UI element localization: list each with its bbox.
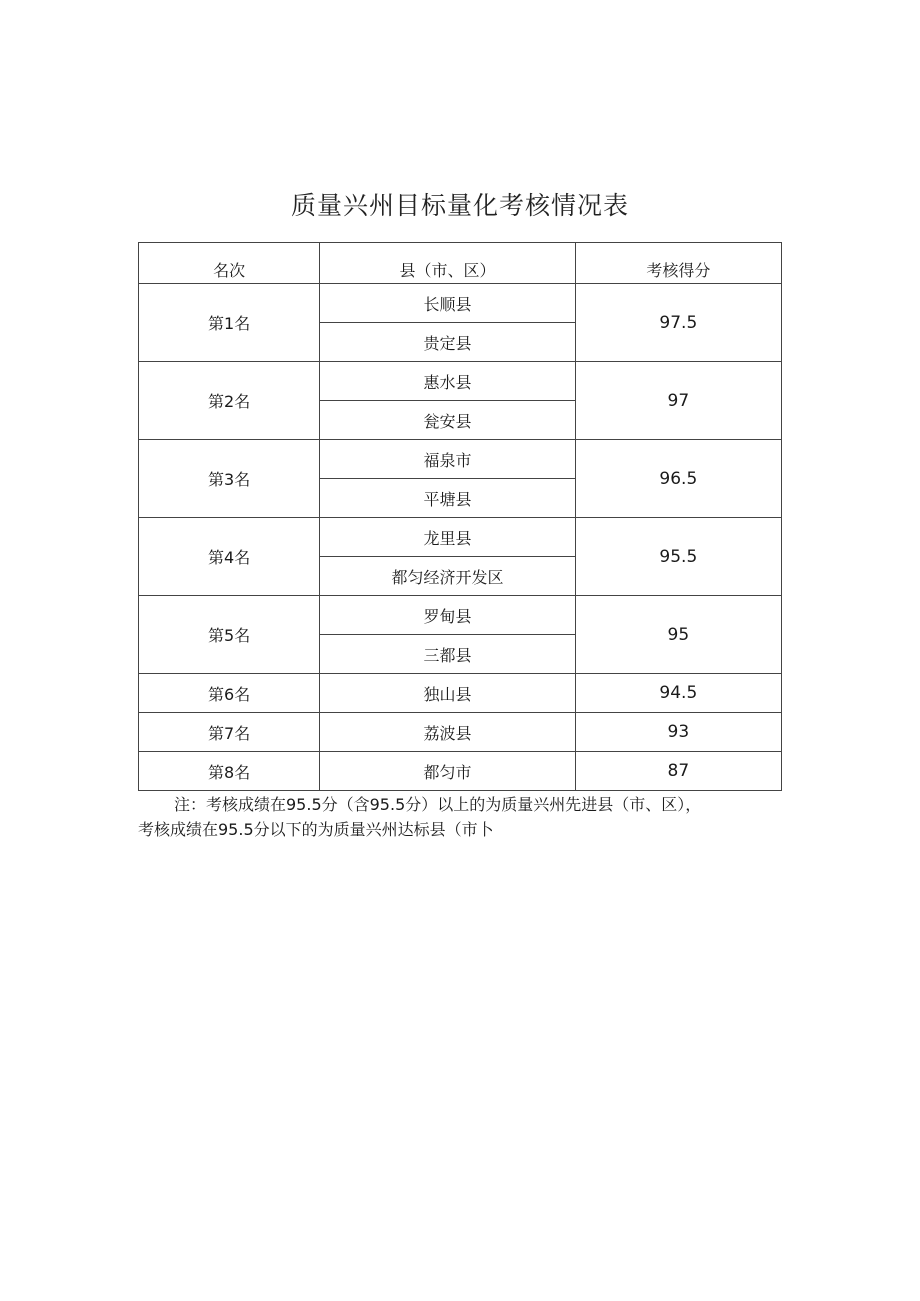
county-cell: 荔波县	[320, 713, 575, 752]
table-row	[139, 752, 782, 791]
ranking-table	[138, 242, 782, 791]
table-row	[139, 713, 782, 752]
footnote-line-1: 注：考核成绩在95.5分（含95.5分）以上的为质量兴州先进县（市、区），	[174, 795, 702, 814]
county-cell: 福泉市	[320, 440, 575, 479]
table-row	[139, 518, 782, 557]
rank-cell: 第7名	[139, 713, 320, 752]
county-cell: 龙里县	[320, 518, 575, 557]
rank-cell: 第2名	[139, 362, 320, 440]
score-cell: 93	[575, 713, 781, 752]
county-cell: 罗甸县	[320, 596, 575, 635]
county-cell: 瓮安县	[320, 401, 575, 440]
county-cell: 贵定县	[320, 323, 575, 362]
rank-cell: 第8名	[139, 752, 320, 791]
header-county: 县（市、区）	[320, 243, 575, 284]
rank-cell: 第5名	[139, 596, 320, 674]
score-cell: 95.5	[575, 518, 781, 596]
county-cell: 都匀经济开发区	[320, 557, 575, 596]
table-row	[139, 362, 782, 401]
score-cell: 94.5	[575, 674, 781, 713]
score-cell: 97.5	[575, 284, 781, 362]
rank-cell: 第4名	[139, 518, 320, 596]
footnote	[138, 792, 798, 842]
header-rank: 名次	[139, 243, 320, 284]
county-cell: 惠水县	[320, 362, 575, 401]
score-cell: 95	[575, 596, 781, 674]
county-cell: 三都县	[320, 635, 575, 674]
score-cell: 96.5	[575, 440, 781, 518]
rank-cell: 第3名	[139, 440, 320, 518]
rank-cell: 第1名	[139, 284, 320, 362]
table-row	[139, 674, 782, 713]
footnote-line-2: 考核成绩在95.5分以下的为质量兴州达标县（市卜	[138, 820, 494, 839]
county-cell: 独山县	[320, 674, 575, 713]
rank-cell: 第6名	[139, 674, 320, 713]
table-header-row	[139, 243, 782, 284]
score-cell: 97	[575, 362, 781, 440]
table-row	[139, 596, 782, 635]
header-score: 考核得分	[575, 243, 781, 284]
table-row	[139, 440, 782, 479]
county-cell: 都匀市	[320, 752, 575, 791]
table-row	[139, 284, 782, 323]
page-title: 质量兴州目标量化考核情况表	[290, 191, 629, 220]
score-cell: 87	[575, 752, 781, 791]
county-cell: 平塘县	[320, 479, 575, 518]
county-cell: 长顺县	[320, 284, 575, 323]
